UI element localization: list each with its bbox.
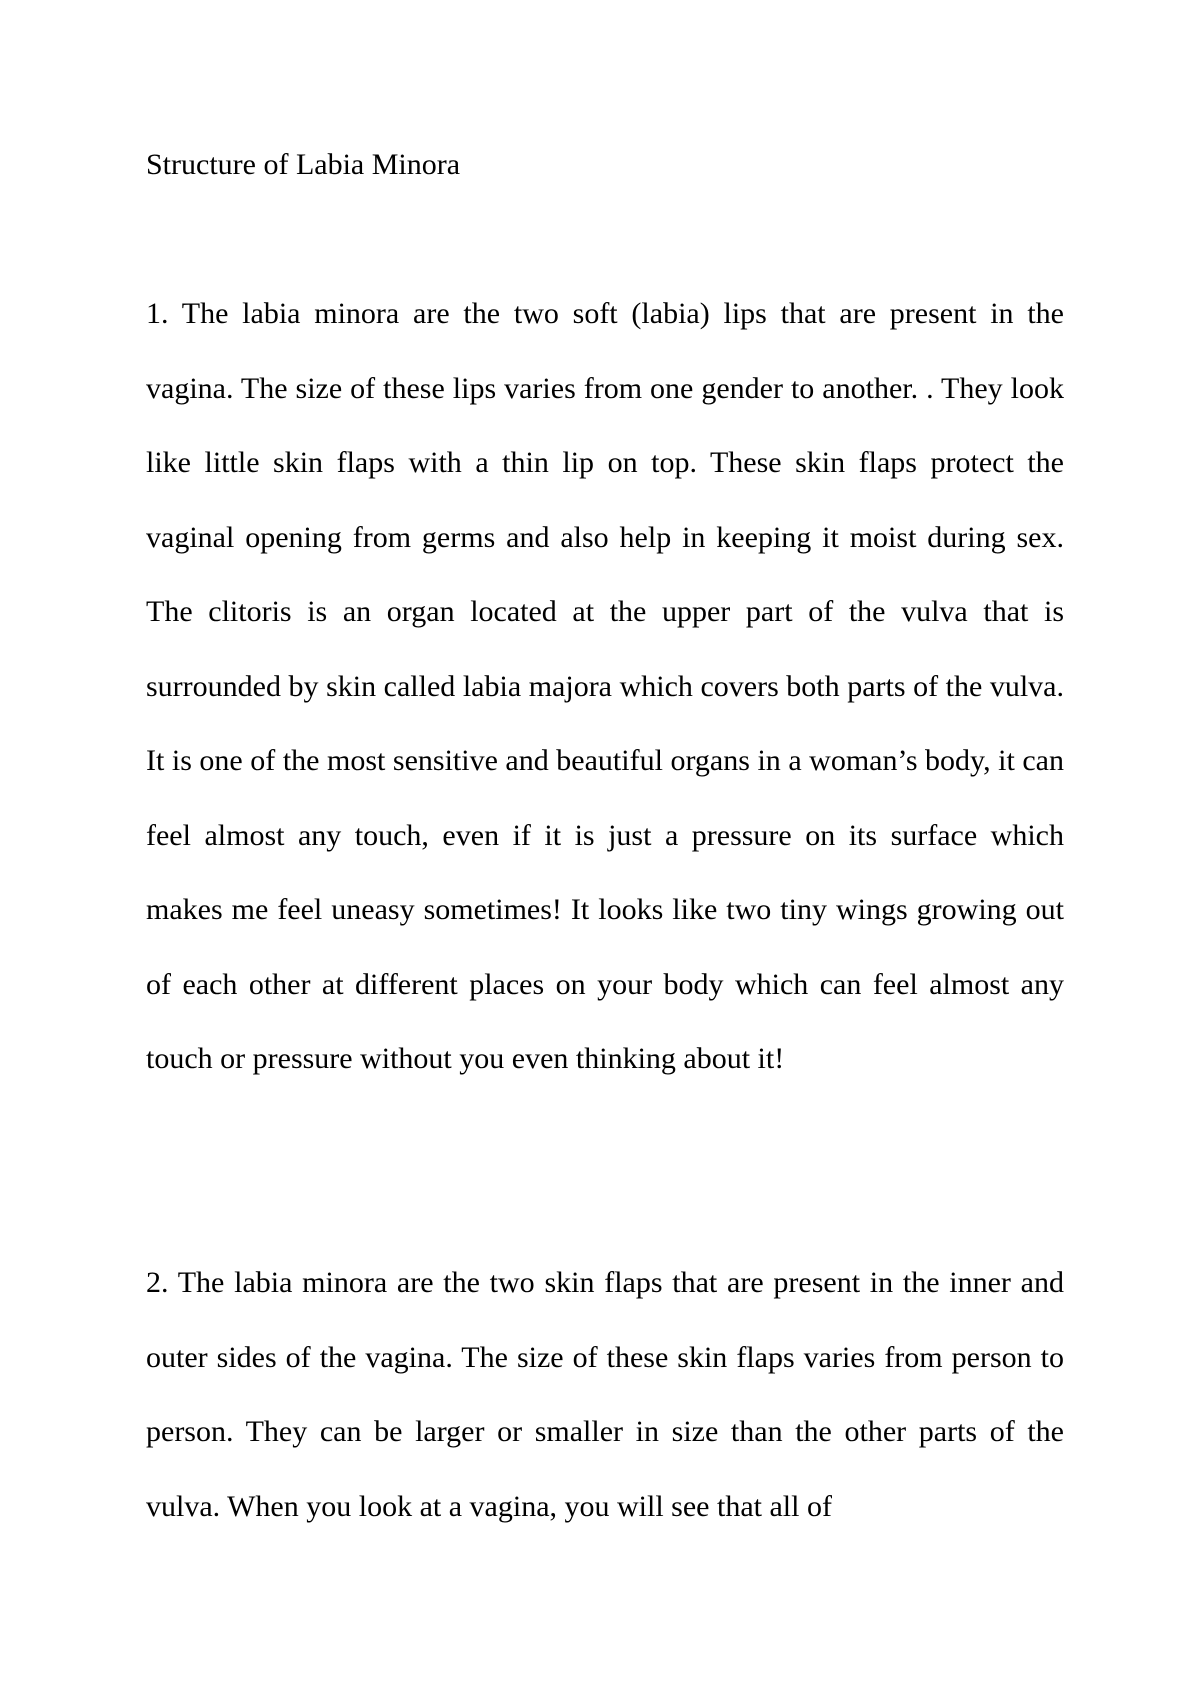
document-title: Structure of Labia Minora <box>146 148 461 181</box>
paragraph-2: 2. The labia minora are the two skin flaps that are present in the inner and outer sides of the vagina. The size of these skin flaps varies from person to person. They can be larger or smaller in size than the other parts of the vulva. When you look at a vagina, you will see that all of <box>146 1266 1064 1523</box>
paragraph-1: 1. The labia minora are the two soft (labia) lips that are present in the vagina. The size of these lips varies from one gender to another. . They look like little skin flaps with a thin lip on top. These skin flaps protect the vaginal opening from germs and also help in keeping it moist during sex. The clitoris is an organ located at the upper part of the vulva that is surrounded by skin called labia majora which covers both parts of the vulva. It is one of the most sensitive and beautiful organs in a woman’s body, it can feel almost any touch, even if it is just a pressure on its surface which makes me feel uneasy sometimes! It looks like two tiny wings growing out of each other at different places on your body which can feel almost any touch or pressure without you even thinking about it! <box>146 297 1064 1075</box>
